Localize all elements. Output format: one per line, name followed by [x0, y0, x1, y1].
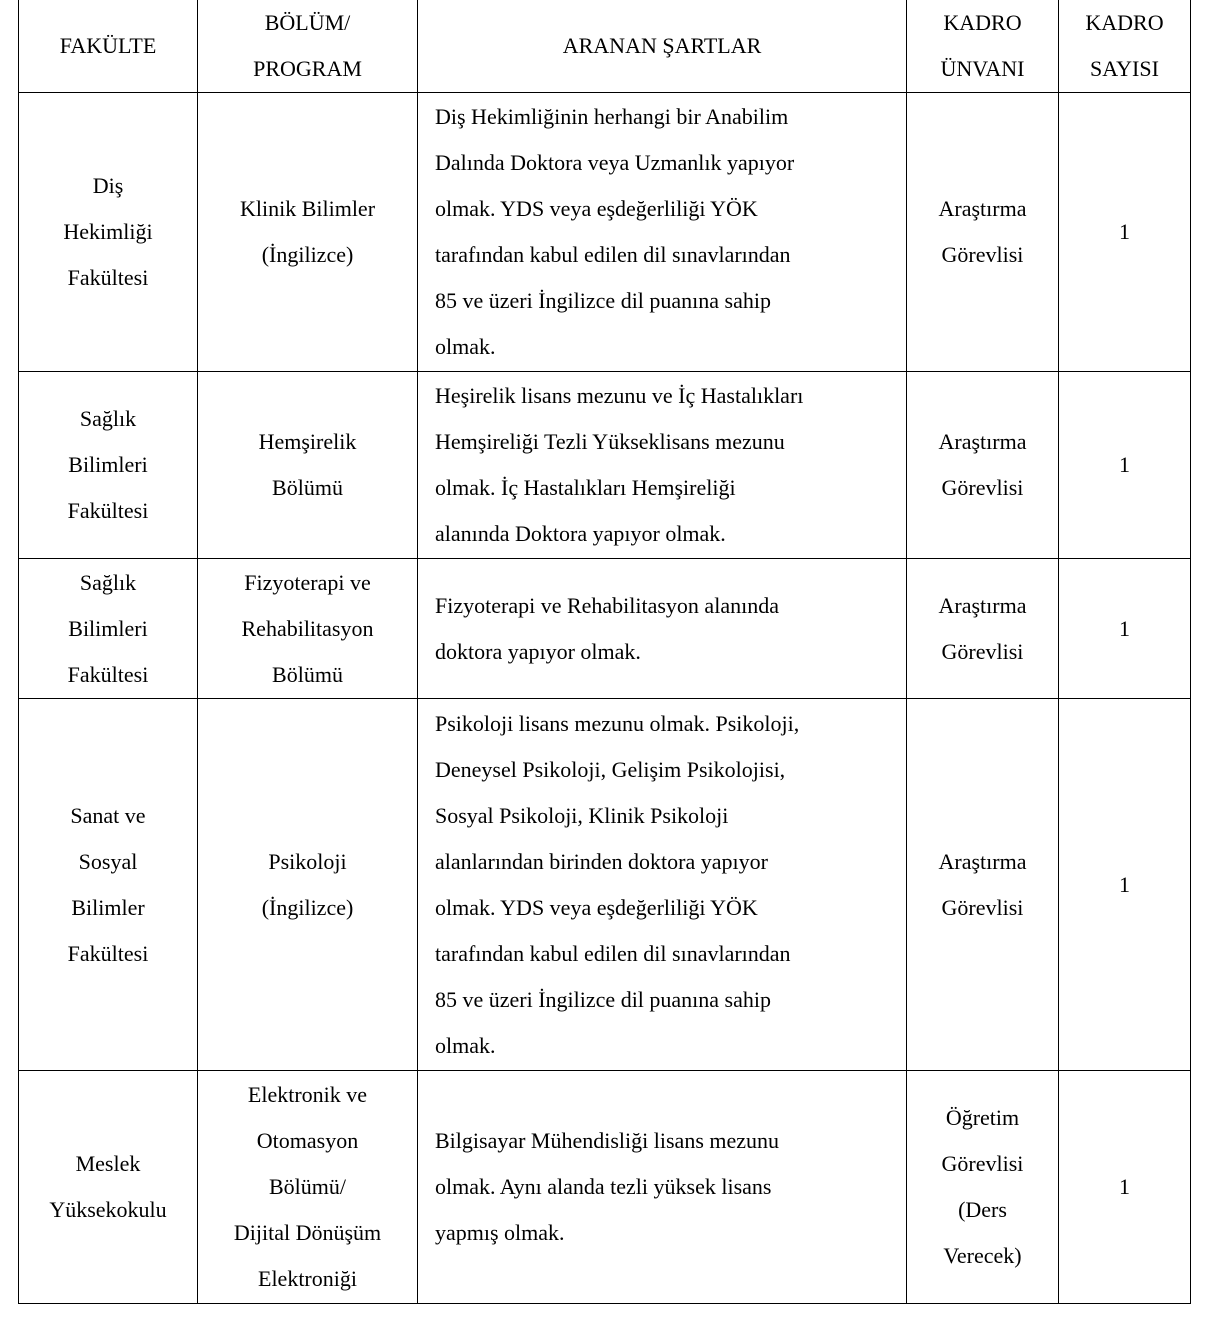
- faculty-cell: [19, 559, 198, 699]
- faculty-cell: [19, 1071, 198, 1304]
- requirements-line: Psikoloji lisans mezunu olmak. Psikoloji,: [435, 710, 800, 736]
- faculty-line: Hekimliği: [63, 219, 153, 244]
- department-line: Rehabilitasyon: [241, 615, 374, 641]
- requirements-line: olmak. YDS veya eşdeğerliliği YÖK: [435, 196, 758, 221]
- faculty-line: Fakültesi: [67, 940, 149, 966]
- count-line: 1: [1119, 615, 1130, 641]
- department-line: Elektronik ve: [247, 1082, 368, 1107]
- header-title: [907, 0, 1059, 93]
- table-row: [19, 93, 1191, 372]
- count-cell: [1059, 93, 1191, 372]
- table-row: [19, 559, 1191, 699]
- requirements-line: tarafından kabul edilen dil sınavlarından: [435, 940, 791, 966]
- title-line: Araştırma: [938, 196, 1027, 221]
- department-line: Psikoloji: [268, 848, 347, 874]
- faculty-line: Bilimler: [71, 894, 145, 920]
- requirements-line: olmak. Aynı alanda tezli yüksek lisans: [435, 1174, 772, 1199]
- count-line: 1: [1119, 219, 1130, 244]
- header-line: KADRO: [943, 10, 1022, 35]
- department-cell: [198, 699, 418, 1071]
- faculty-line: Bilimleri: [68, 615, 148, 641]
- requirements-cell: [418, 559, 907, 699]
- header-line: PROGRAM: [253, 56, 362, 81]
- requirements-line: 85 ve üzeri İngilizce dil puanına sahip: [435, 288, 771, 313]
- count-cell: [1059, 1071, 1191, 1304]
- header-line: ÜNVANI: [940, 56, 1025, 81]
- faculty-line: Meslek: [75, 1151, 141, 1176]
- title-line: Görevlisi: [941, 894, 1024, 920]
- count-line: 1: [1119, 1174, 1130, 1199]
- count-line: 1: [1119, 452, 1130, 477]
- requirements-line: Deneysel Psikoloji, Gelişim Psikolojisi,: [435, 756, 786, 782]
- department-line: Bölümü: [272, 475, 343, 500]
- requirements-line: olmak. İç Hastalıkları Hemşireliği: [435, 475, 736, 500]
- department-line: Otomasyon: [256, 1128, 359, 1153]
- title-line: Öğretim: [945, 1105, 1020, 1130]
- requirements-cell: [418, 372, 907, 559]
- faculty-cell: [19, 372, 198, 559]
- count-cell: [1059, 699, 1191, 1071]
- department-line: Hemşirelik: [258, 429, 357, 454]
- title-cell: [907, 372, 1059, 559]
- faculty-line: Fakültesi: [67, 661, 149, 687]
- requirements-line: Heşirelik lisans mezunu ve İç Hastalıkları: [435, 383, 804, 408]
- title-line: Görevlisi: [941, 1151, 1024, 1176]
- requirements-line: Hemşireliği Tezli Yükseklisans mezunu: [435, 429, 785, 454]
- header-line: KADRO: [1085, 10, 1164, 35]
- title-line: Araştırma: [938, 429, 1027, 454]
- faculty-line: Sağlık: [79, 406, 137, 431]
- department-cell: [198, 372, 418, 559]
- header-line: SAYISI: [1090, 56, 1159, 81]
- title-line: (Ders: [958, 1197, 1007, 1222]
- department-cell: [198, 1071, 418, 1304]
- requirements-line: Fizyoterapi ve Rehabilitasyon alanında: [435, 592, 779, 618]
- department-cell: [198, 559, 418, 699]
- faculty-line: Fakültesi: [67, 498, 149, 523]
- requirements-line: Dalında Doktora veya Uzmanlık yapıyor: [435, 150, 795, 175]
- header-line: FAKÜLTE: [59, 33, 157, 58]
- faculty-line: Fakültesi: [67, 265, 149, 290]
- title-cell: [907, 93, 1059, 372]
- department-line: Elektroniği: [258, 1266, 357, 1291]
- requirements-line: Diş Hekimliğinin herhangi bir Anabilim: [435, 104, 789, 129]
- requirements-line: Bilgisayar Mühendisliği lisans mezunu: [435, 1128, 780, 1153]
- title-line: Verecek): [943, 1243, 1022, 1268]
- header-line: BÖLÜM/: [264, 10, 351, 35]
- faculty-line: Yüksekokulu: [49, 1197, 167, 1222]
- requirements-line: olmak.: [435, 1032, 496, 1058]
- header-department: [198, 0, 418, 93]
- header-faculty: [19, 0, 198, 93]
- faculty-line: Bilimleri: [68, 452, 148, 477]
- department-line: (İngilizce): [261, 242, 354, 267]
- requirements-line: Sosyal Psikoloji, Klinik Psikoloji: [435, 802, 729, 828]
- requirements-line: doktora yapıyor olmak.: [435, 638, 641, 664]
- header-line: ARANAN ŞARTLAR: [562, 33, 762, 58]
- requirements-cell: [418, 699, 907, 1071]
- faculty-line: Sanat ve: [70, 802, 146, 828]
- department-cell: [198, 93, 418, 372]
- requirements-line: yapmış olmak.: [435, 1220, 565, 1245]
- department-line: Bölümü/: [268, 1174, 346, 1199]
- header-count: [1059, 0, 1191, 93]
- count-cell: [1059, 559, 1191, 699]
- requirements-line: 85 ve üzeri İngilizce dil puanına sahip: [435, 986, 771, 1012]
- title-line: Görevlisi: [941, 242, 1024, 267]
- count-line: 1: [1119, 871, 1130, 897]
- header-requirements: [418, 0, 907, 93]
- count-cell: [1059, 372, 1191, 559]
- requirements-line: tarafından kabul edilen dil sınavlarından: [435, 242, 791, 267]
- table-row: [19, 372, 1191, 559]
- table-row: [19, 699, 1191, 1071]
- department-line: Dijital Dönüşüm: [233, 1220, 382, 1245]
- requirements-line: olmak.: [435, 334, 496, 359]
- title-line: Araştırma: [938, 848, 1027, 874]
- department-line: Bölümü: [272, 661, 343, 687]
- table-row: [19, 1071, 1191, 1304]
- requirements-line: olmak. YDS veya eşdeğerliliği YÖK: [435, 894, 758, 920]
- department-line: Fizyoterapi ve: [244, 569, 371, 595]
- title-line: Görevlisi: [941, 475, 1024, 500]
- requirements-cell: [418, 93, 907, 372]
- department-line: Klinik Bilimler: [239, 196, 376, 221]
- faculty-line: Sağlık: [79, 569, 137, 595]
- title-line: Araştırma: [938, 592, 1027, 618]
- faculty-line: Diş: [92, 173, 124, 198]
- faculty-cell: [19, 93, 198, 372]
- faculty-cell: [19, 699, 198, 1071]
- title-line: Görevlisi: [941, 638, 1024, 664]
- positions-table: [18, 0, 1191, 1304]
- department-line: (İngilizce): [261, 894, 354, 920]
- title-cell: [907, 699, 1059, 1071]
- requirements-line: alanlarından birinden doktora yapıyor: [435, 848, 768, 874]
- requirements-line: alanında Doktora yapıyor olmak.: [435, 521, 726, 546]
- faculty-line: Sosyal: [78, 848, 138, 874]
- header-row: [19, 0, 1191, 93]
- title-cell: [907, 1071, 1059, 1304]
- requirements-cell: [418, 1071, 907, 1304]
- title-cell: [907, 559, 1059, 699]
